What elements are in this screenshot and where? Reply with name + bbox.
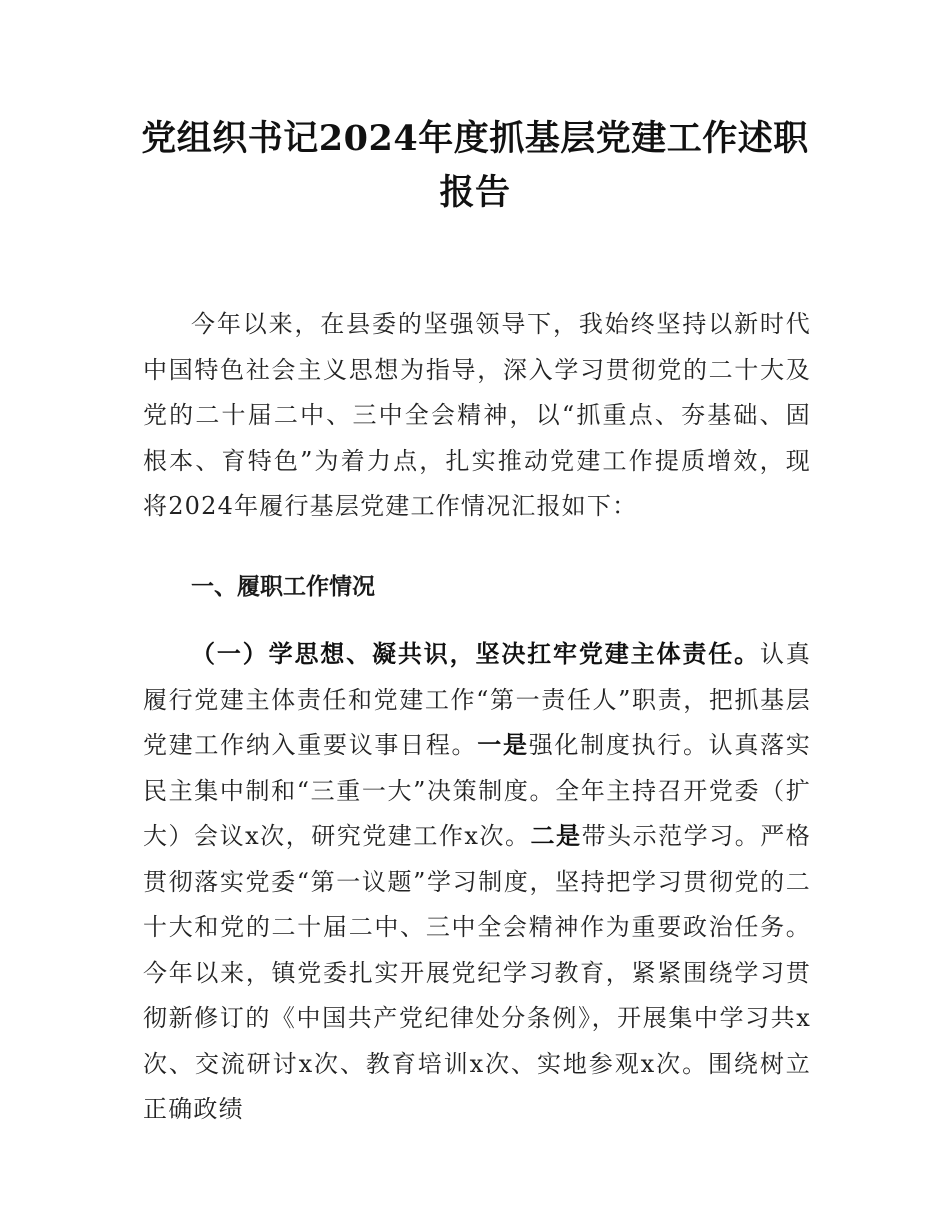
paragraph-text: 强化制度执行。认真落实民主集中制和“三重一大”决策制度。全年主持召开党委（扩大）会议x次，研究党建工作x次。: [143, 731, 811, 850]
list-marker: 一是: [477, 731, 529, 759]
intro-paragraph: 今年以来，在县委的坚强领导下，我始终坚持以新时代中国特色社会主义思想为指导，深入学习贯彻党的二十大及党的二十届二中、三中全会精神，以“抓重点、夯基础、固根本、育特色”为着力点，扎实推动党建工作提质增效，现将2024年履行基层党建工作情况汇报如下：: [143, 310, 811, 520]
body-paragraph: [143, 632, 811, 1133]
paragraph-text: 带头示范学习。严格贯彻落实党委“第一议题”学习制度，坚持把学习贯彻党的二十大和党的二十届二中、三中全会精神作为重要政治任务。今年以来，镇党委扎实开展党纪学习教育，紧紧围绕学习贯彻新修订的《中国共产党纪律处分条例》，开展集中学习共x次、交流研讨x次、教育培训x次、实地参观x次。围绕树立正确政绩: [143, 822, 811, 1123]
section-heading: 一、履职工作情况: [191, 574, 375, 600]
paragraph-text: 认真履行党建主体责任和党建工作“第一责任人”职责，把抓基层党建工作纳入重要议事日程。: [143, 640, 811, 759]
paragraph-lead: （一）学思想、凝共识，坚决扛牢党建主体责任。: [191, 640, 760, 668]
document-title: 党组织书记2024年度抓基层党建工作述职报告: [141, 118, 809, 213]
list-marker: 二是: [530, 822, 582, 850]
